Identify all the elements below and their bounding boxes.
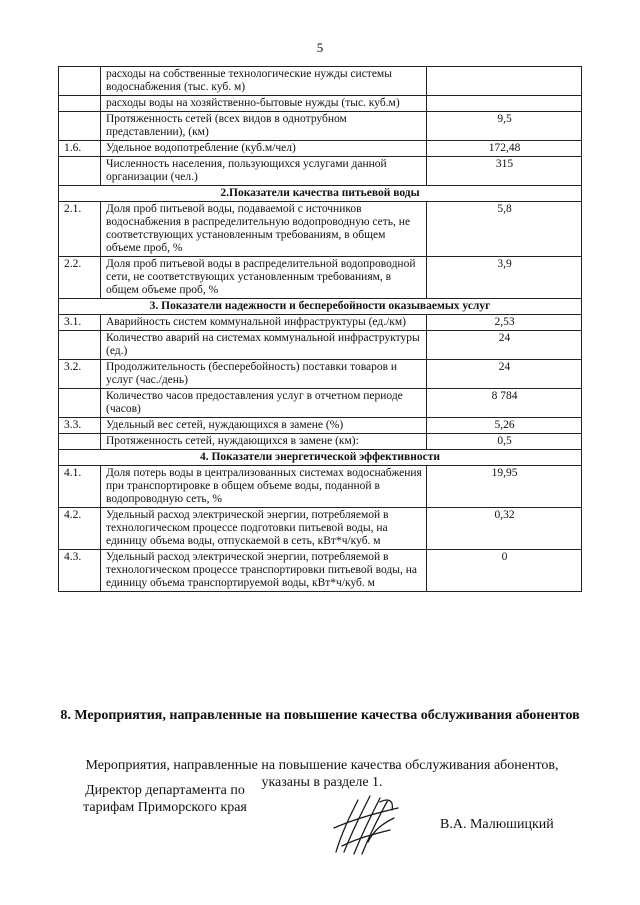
table-row [59, 202, 582, 257]
row-value: 24 [427, 331, 582, 360]
table-row [59, 434, 582, 450]
row-value: 5,26 [427, 418, 582, 434]
table-row [59, 331, 582, 360]
indicators-table-body [59, 67, 582, 592]
section-title: 2.Показатели качества питьевой воды [59, 186, 582, 202]
table-row [59, 360, 582, 389]
row-label: Протяженность сетей, нуждающихся в замене (км): [101, 434, 427, 450]
row-label: Доля проб питьевой воды, подаваемой с источников водоснабжения в распределительную водопроводную сеть, не соответствующих установленным требованиям, в общем объеме проб, % [101, 202, 427, 257]
row-number [59, 96, 101, 112]
row-value: 5,8 [427, 202, 582, 257]
row-number: 3.1. [59, 315, 101, 331]
row-label: Доля потерь воды в централизованных системах водоснабжения при транспортировке в общем объеме воды, поданной в водопроводную сеть, % [101, 466, 427, 508]
row-label: Численность населения, пользующихся услугами данной организации (чел.) [101, 157, 427, 186]
row-value: 0 [427, 550, 582, 592]
row-value [427, 67, 582, 96]
table-row [59, 157, 582, 186]
row-label: расходы воды на хозяйственно-бытовые нужды (тыс. куб.м) [101, 96, 427, 112]
table-row [59, 466, 582, 508]
table-row [59, 67, 582, 96]
row-label: Аварийность систем коммунальной инфраструктуры (ед./км) [101, 315, 427, 331]
row-label: расходы на собственные технологические нужды системы водоснабжения (тыс. куб. м) [101, 67, 427, 96]
indicators-table [58, 66, 582, 592]
signatory-position: Директор департамента по тарифам Приморского края [83, 783, 247, 815]
section-8-text: Мероприятия, направленные на повышение качества обслуживания абонентов, указаны в разделе 1. [85, 758, 559, 790]
row-label: Доля проб питьевой воды в распределительной водопроводной сети, не соответствующих установленным требованиям, в общем объеме проб, % [101, 257, 427, 299]
signature-image [328, 788, 408, 860]
row-label: Удельное водопотребление (куб.м/чел) [101, 141, 427, 157]
row-number [59, 67, 101, 96]
row-value: 0,5 [427, 434, 582, 450]
row-number: 4.3. [59, 550, 101, 592]
table-row [59, 550, 582, 592]
row-label: Количество аварий на системах коммунальной инфраструктуры (ед.) [101, 331, 427, 360]
row-value: 8 784 [427, 389, 582, 418]
table-row [59, 112, 582, 141]
row-number [59, 112, 101, 141]
table-row [59, 315, 582, 331]
row-label: Продолжительность (бесперебойность) поставки товаров и услуг (час./день) [101, 360, 427, 389]
row-number: 3.2. [59, 360, 101, 389]
row-value: 19,95 [427, 466, 582, 508]
row-number: 2.1. [59, 202, 101, 257]
row-number: 4.2. [59, 508, 101, 550]
row-number [59, 157, 101, 186]
row-number [59, 389, 101, 418]
table-row [59, 96, 582, 112]
table-section-row [59, 299, 582, 315]
row-number: 3.3. [59, 418, 101, 434]
page-number: 5 [316, 40, 324, 55]
table-row [59, 141, 582, 157]
row-number: 4.1. [59, 466, 101, 508]
row-number: 1.6. [59, 141, 101, 157]
table-section-row [59, 450, 582, 466]
row-label: Удельный вес сетей, нуждающихся в замене (%) [101, 418, 427, 434]
row-label: Удельный расход электрической энергии, потребляемой в технологическом процессе подготовки питьевой воды, на единицу объема воды, отпускаемой в сеть, кВт*ч/куб. м [101, 508, 427, 550]
table-row [59, 508, 582, 550]
row-value: 315 [427, 157, 582, 186]
row-value [427, 96, 582, 112]
row-value: 3,9 [427, 257, 582, 299]
table-row [59, 389, 582, 418]
row-value: 172,48 [427, 141, 582, 157]
row-value: 24 [427, 360, 582, 389]
section-title: 3. Показатели надежности и бесперебойности оказываемых услуг [59, 299, 582, 315]
row-value: 2,53 [427, 315, 582, 331]
row-number [59, 331, 101, 360]
table-section-row [59, 186, 582, 202]
row-value: 0,32 [427, 508, 582, 550]
table-row [59, 257, 582, 299]
section-title: 4. Показатели энергетической эффективности [59, 450, 582, 466]
table-row [59, 418, 582, 434]
row-value: 9,5 [427, 112, 582, 141]
signatory-name: В.А. Малюшицкий [440, 817, 554, 832]
row-label: Удельный расход электрической энергии, потребляемой в технологическом процессе транспортировки питьевой воды, на единицу объема транспортируемой воды, кВт*ч/куб. м [101, 550, 427, 592]
row-label: Количество часов предоставления услуг в отчетном периоде (часов) [101, 389, 427, 418]
row-number [59, 434, 101, 450]
row-number: 2.2. [59, 257, 101, 299]
row-label: Протяженность сетей (всех видов в однотрубном представлении), (км) [101, 112, 427, 141]
section-8-heading: 8. Мероприятия, направленные на повышение качества обслуживания абонентов [60, 708, 580, 723]
